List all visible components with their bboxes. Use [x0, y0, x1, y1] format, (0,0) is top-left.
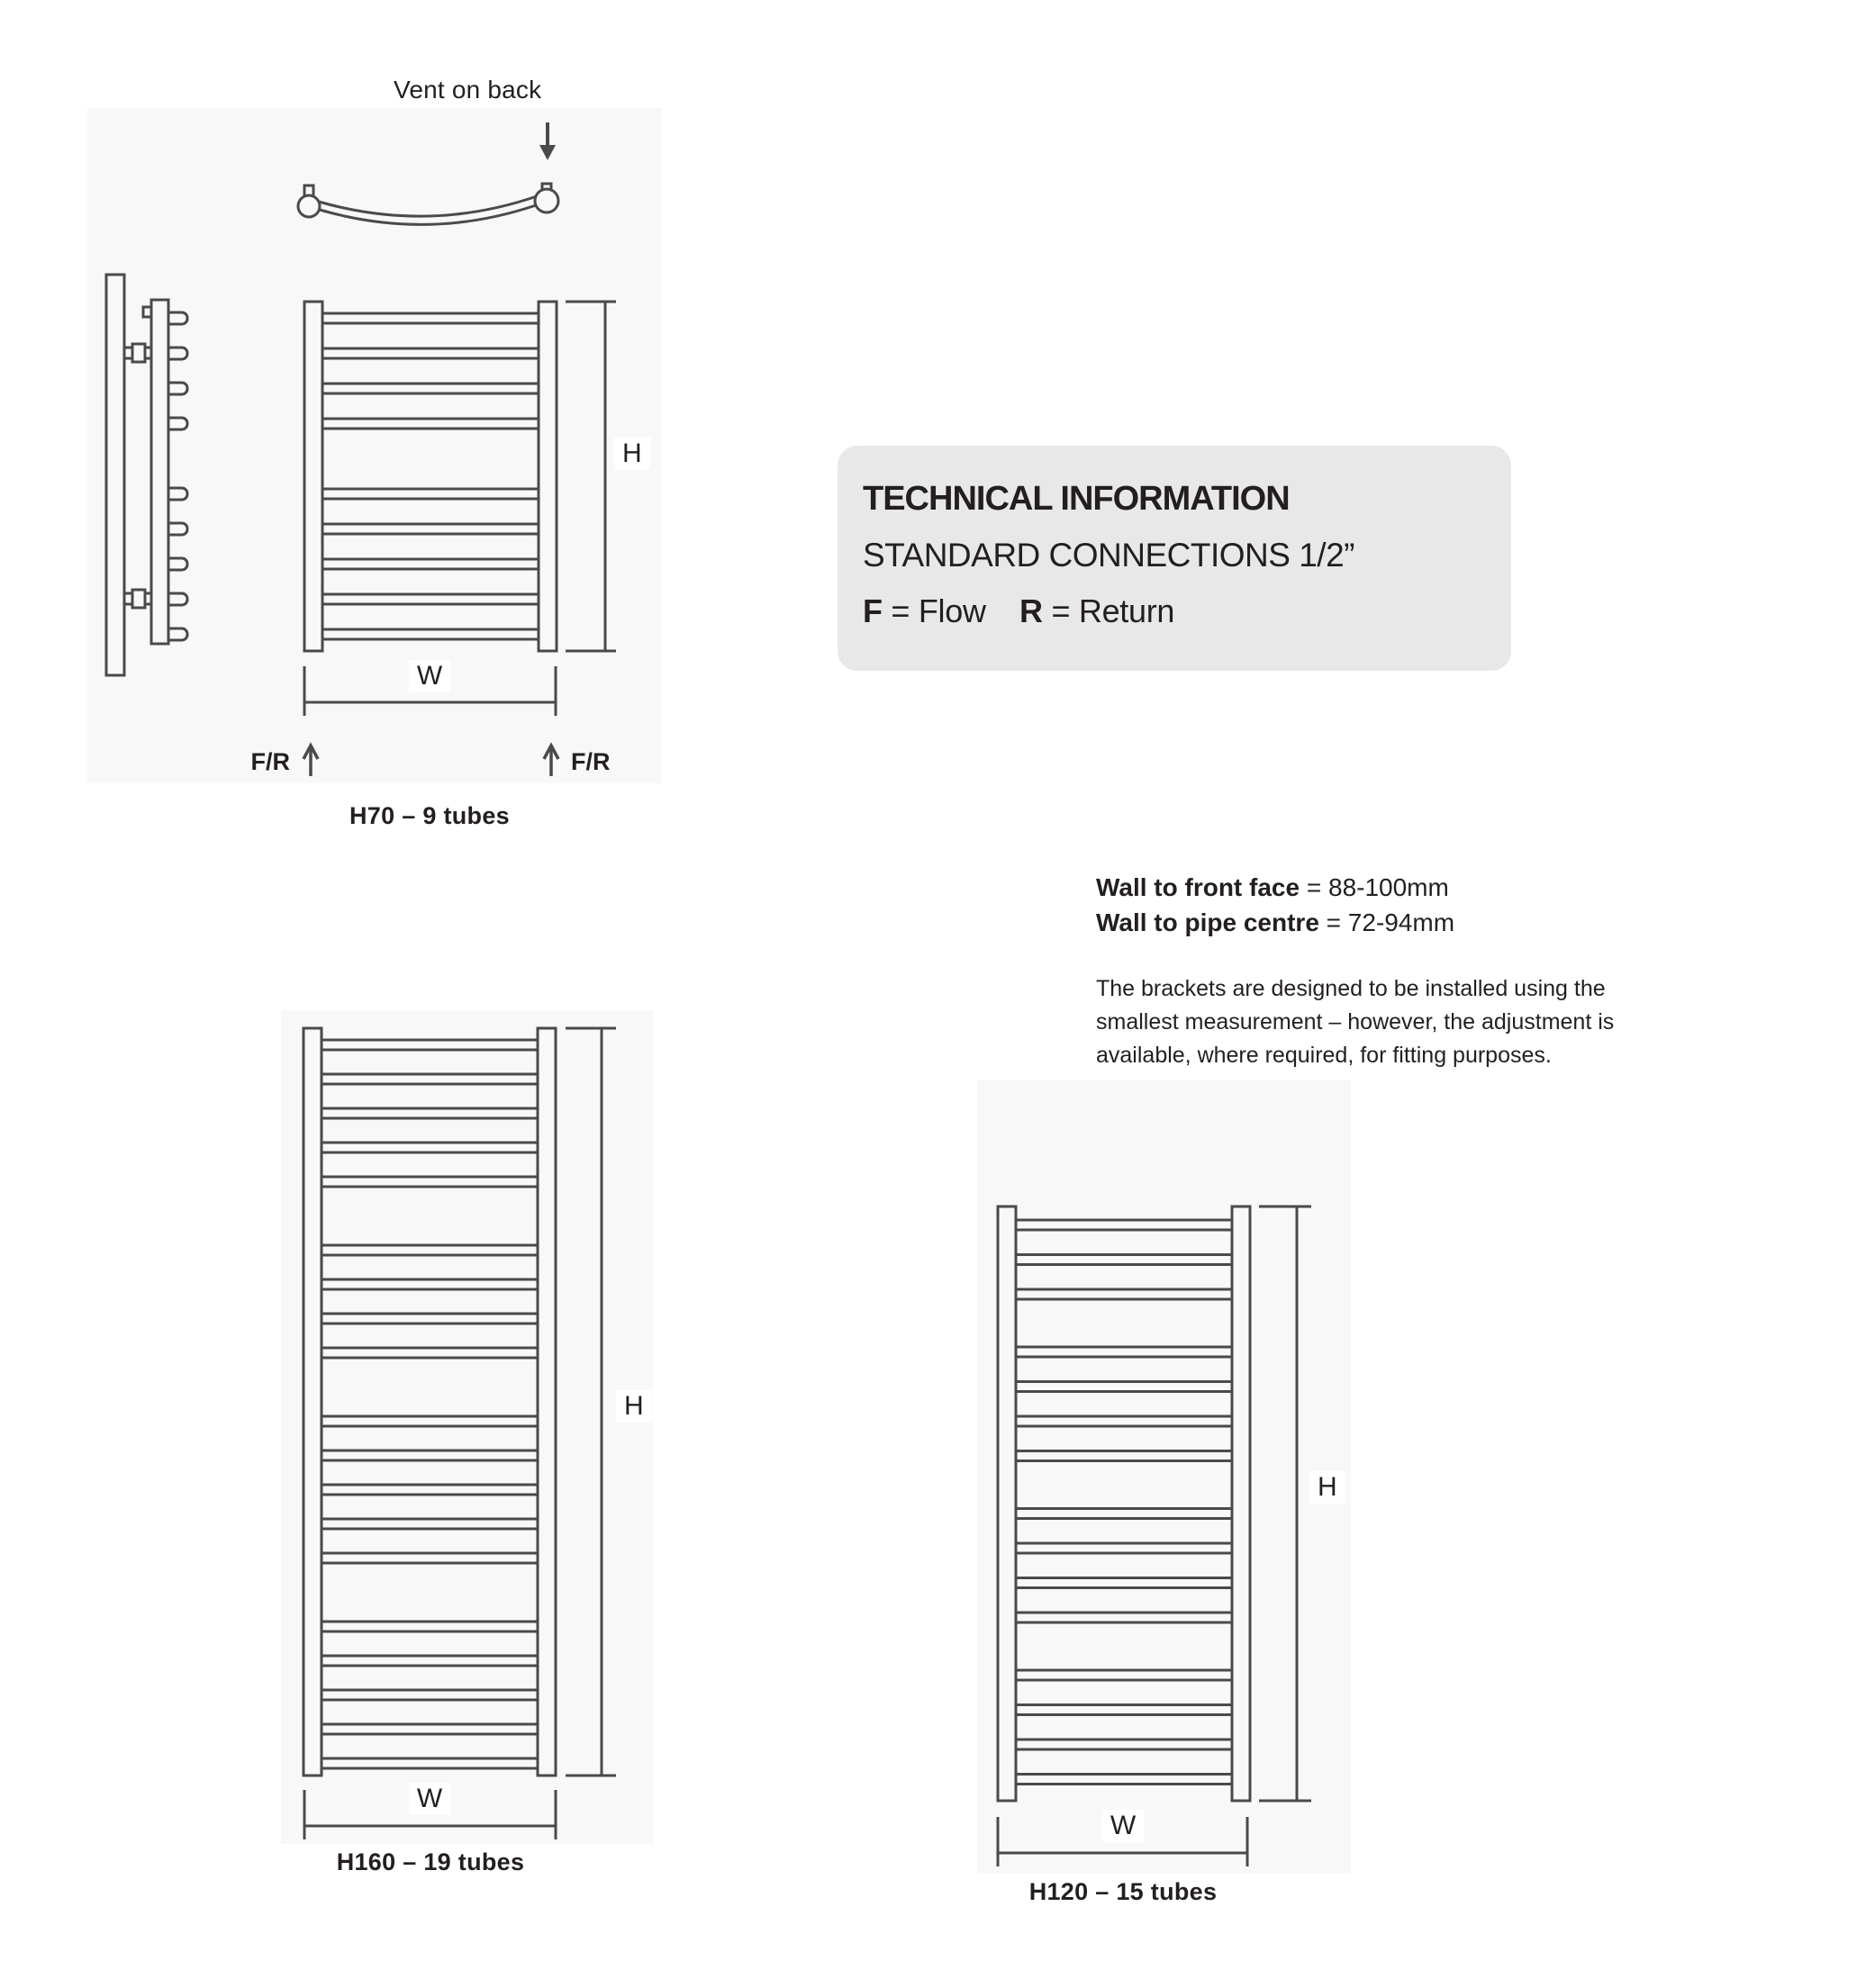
flow-key-letter: F — [863, 592, 883, 629]
wall-to-pipe-centre-label: Wall to pipe centre — [1096, 908, 1319, 936]
flow-key-value: = Flow — [891, 592, 986, 629]
brackets-note: The brackets are designed to be installed using the smallest measurement – however, the adjustment is available, where required, for fitting purposes. — [1096, 976, 1615, 1068]
h160-diagram-panel — [281, 1010, 653, 1844]
h70-diagram-panel — [87, 108, 662, 783]
h70-height-label: H — [614, 438, 650, 470]
wall-to-front-face-label: Wall to front face — [1096, 873, 1300, 901]
h70-flow-return-left-label: F/R — [250, 748, 290, 775]
wall-to-front-face-row — [1096, 870, 1454, 905]
h120-diagram-panel — [977, 1080, 1351, 1873]
flow-return-key — [863, 592, 1174, 630]
return-key-value: = Return — [1051, 592, 1175, 629]
standard-connections-subtitle: STANDARD CONNECTIONS 1/2” — [863, 537, 1354, 574]
h120-height-label: H — [1309, 1471, 1345, 1504]
technical-information-title: TECHNICAL INFORMATION — [863, 480, 1290, 518]
h120-width-label: W — [1102, 1810, 1144, 1842]
h70-caption: H70 – 9 tubes — [349, 802, 510, 829]
wall-to-pipe-centre-value: = 72-94mm — [1326, 908, 1455, 936]
h120-caption: H120 – 15 tubes — [1028, 1878, 1218, 1905]
technical-information-box — [838, 446, 1511, 671]
return-key-letter: R — [1019, 592, 1043, 629]
h160-height-label: H — [616, 1390, 652, 1423]
h70-flow-return-right-label: F/R — [571, 748, 611, 775]
h160-caption: H160 – 19 tubes — [336, 1848, 525, 1875]
h160-width-label: W — [409, 1783, 450, 1815]
wall-measurements — [1096, 870, 1454, 940]
wall-to-front-face-value: = 88-100mm — [1306, 873, 1449, 901]
wall-to-pipe-centre-row — [1096, 905, 1454, 940]
h70-width-label: W — [409, 660, 450, 692]
vent-on-back-label: Vent on back — [394, 76, 542, 104]
